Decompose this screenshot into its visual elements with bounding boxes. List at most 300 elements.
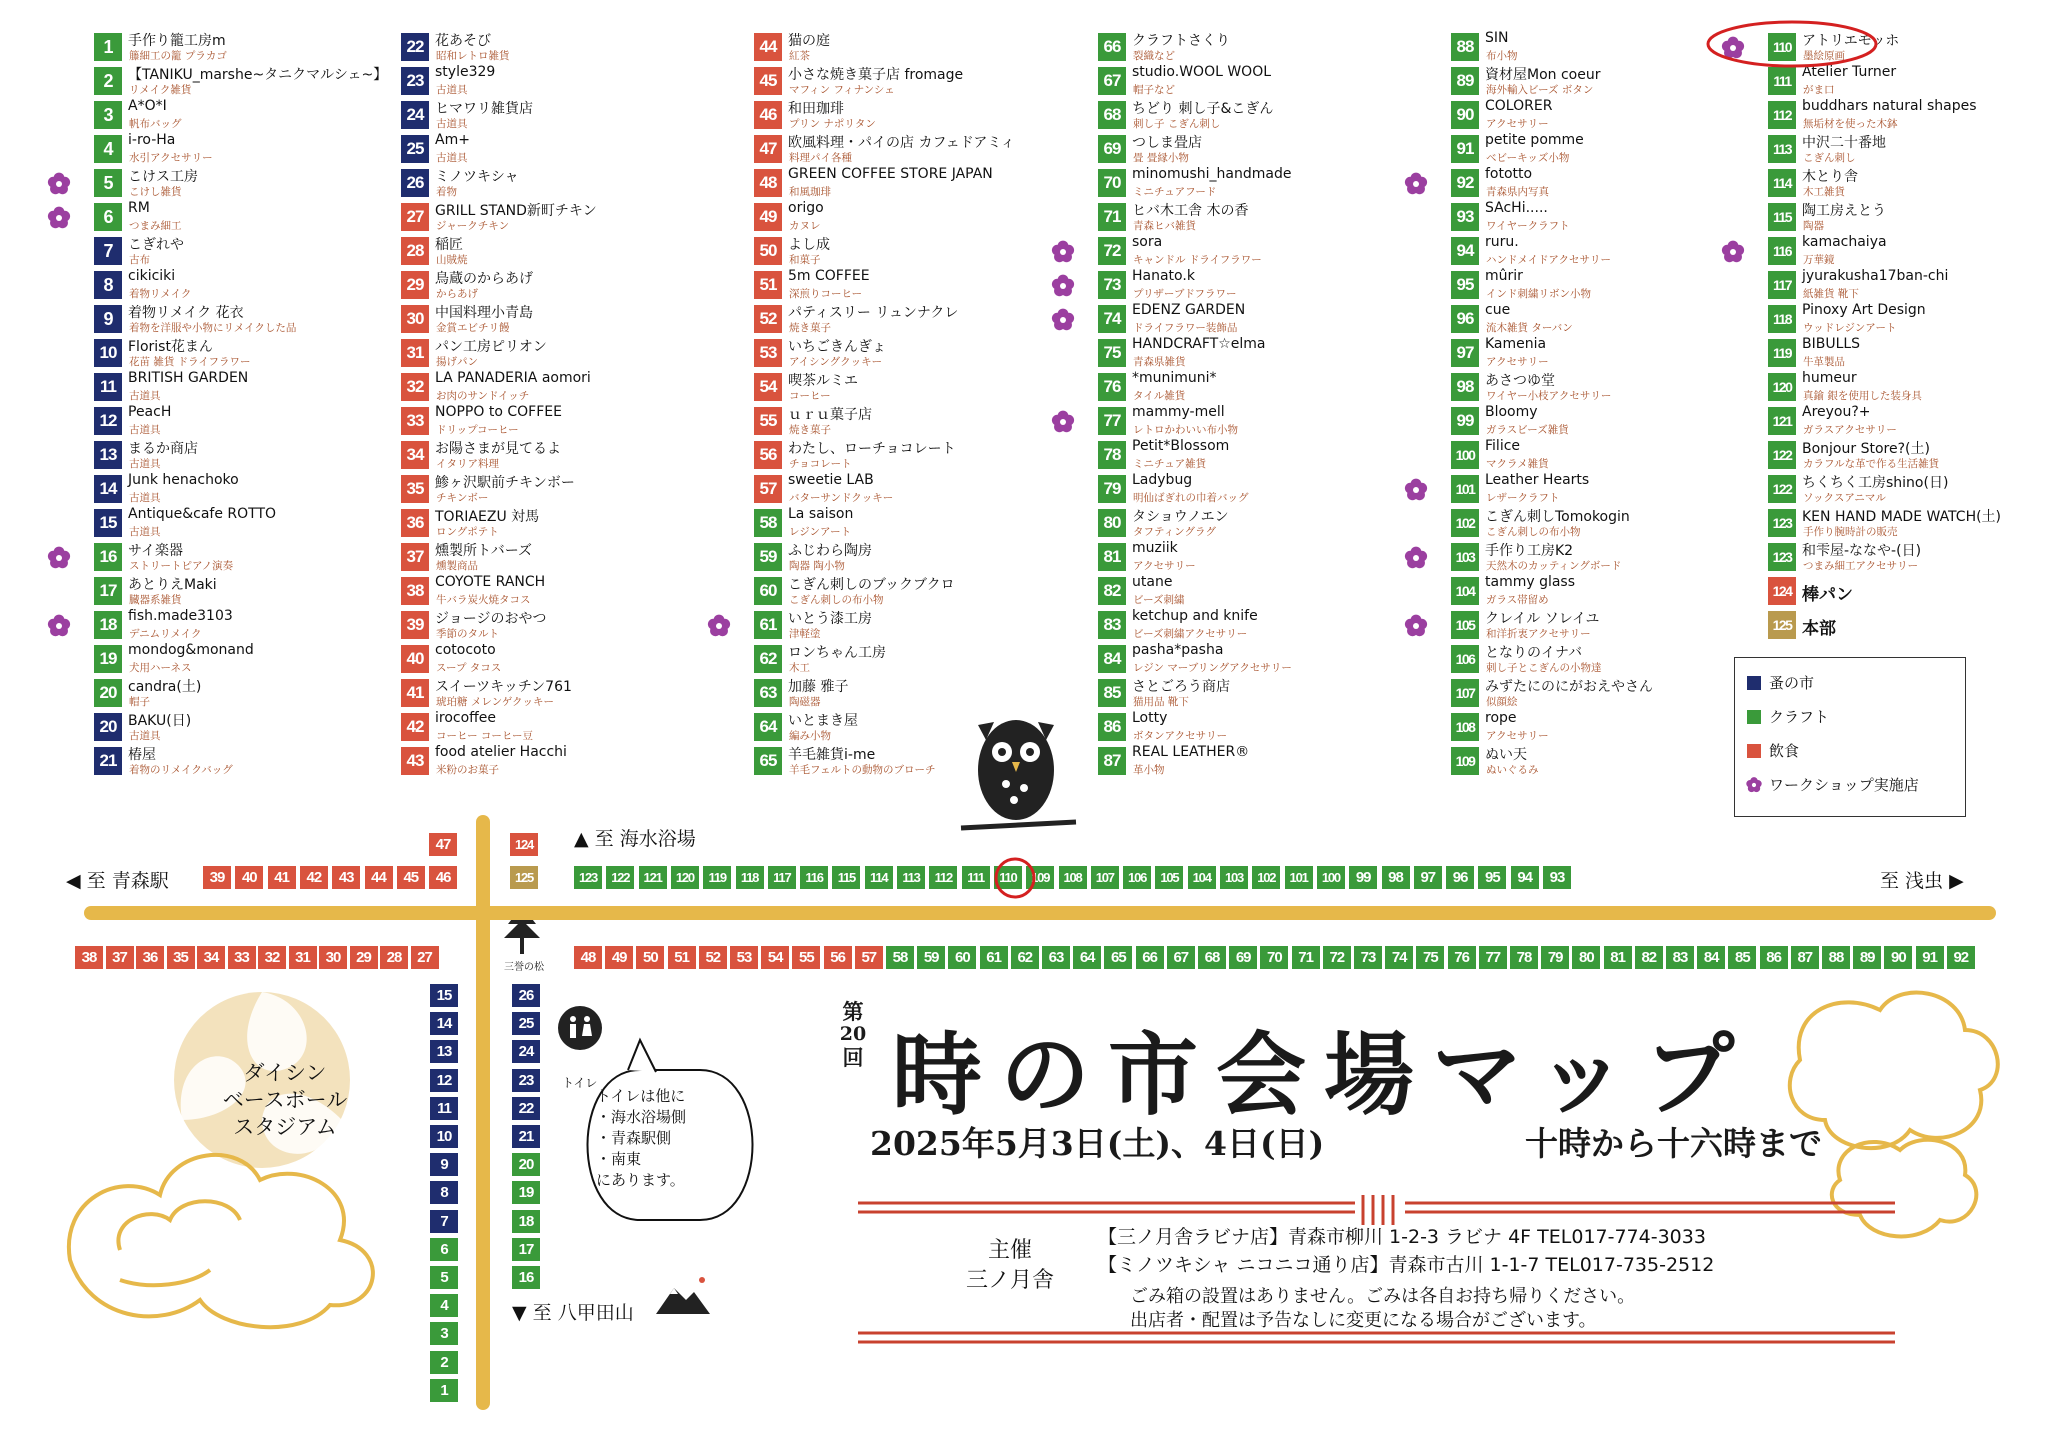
vendor-description: 真鍮 銀を使用した装身具 — [1803, 390, 1922, 402]
vendor-name: ジョージのおやつ — [435, 611, 547, 627]
vendor-description: ビーズ刺繍アクセサリー — [1133, 628, 1248, 640]
vendor-entry — [38, 404, 358, 438]
booth-number-badge: 26 — [401, 169, 429, 197]
vendor-entry — [1395, 166, 1715, 200]
vendor-name: 猫の庭 — [788, 33, 830, 49]
booth-121: 121 — [639, 866, 667, 889]
vendor-description: チョコレート — [789, 458, 852, 470]
vendor-name: お陽さまが見てるよ — [435, 441, 561, 457]
vendor-description: お肉のサンドイッチ — [436, 390, 530, 402]
vendor-entry — [1712, 574, 2032, 608]
vendor-name: cue — [1485, 302, 1511, 318]
booth-87: 87 — [1791, 946, 1819, 969]
booth-number-badge: 81 — [1098, 543, 1126, 571]
booth-18: 18 — [512, 1210, 540, 1233]
vendor-name: petite pomme — [1485, 132, 1584, 148]
vendor-description: 料理パイ各種 — [789, 152, 852, 164]
vendor-name: COYOTE RANCH — [435, 574, 546, 590]
booth-34: 34 — [197, 946, 225, 969]
booth-number-badge: 125 — [1768, 611, 1796, 639]
booth-40: 40 — [235, 866, 263, 889]
vendor-name: SIN — [1485, 30, 1509, 46]
booth-number-badge: 106 — [1451, 645, 1479, 673]
vendor-name: Atelier Turner — [1802, 64, 1897, 80]
vendor-name: こけス工房 — [128, 169, 198, 185]
vendor-description: スープ タコス — [436, 662, 502, 674]
vendor-entry — [698, 540, 1018, 574]
vendor-description: レジンアート — [789, 526, 852, 538]
booth-55: 55 — [792, 946, 820, 969]
vendor-description: 古道具 — [436, 118, 468, 130]
vendor-entry — [1395, 744, 1715, 778]
vendor-entry — [1395, 30, 1715, 64]
vendor-name: サイ楽器 — [128, 543, 184, 559]
booth-number-badge: 99 — [1451, 407, 1479, 435]
vendor-entry — [1042, 744, 1362, 778]
booth-30: 30 — [319, 946, 347, 969]
booth-97: 97 — [1414, 866, 1442, 889]
vendor-entry — [1712, 98, 2032, 132]
booth-76: 76 — [1448, 946, 1476, 969]
booth-number-badge: 7 — [94, 237, 122, 265]
booth-68: 68 — [1198, 946, 1226, 969]
vendor-entry — [1712, 608, 2032, 642]
legend-item — [1747, 668, 1965, 702]
booth-number-badge: 28 — [401, 237, 429, 265]
booth-number-badge: 23 — [401, 67, 429, 95]
booth-number-badge: 98 — [1451, 373, 1479, 401]
vendor-entry — [698, 302, 1018, 336]
vendor-name: Pinoxy Art Design — [1802, 302, 1926, 318]
vendor-entry — [345, 642, 665, 676]
booth-54: 54 — [761, 946, 789, 969]
vendor-description: ビーズ刺繍 — [1133, 594, 1185, 606]
booth-number-badge: 77 — [1098, 407, 1126, 435]
booth-number-badge: 89 — [1451, 67, 1479, 95]
vendor-name: BRITISH GARDEN — [128, 370, 249, 386]
vendor-name: GRILL STAND新町チキン — [435, 203, 597, 219]
booth-number-badge: 33 — [401, 407, 429, 435]
booth-61: 61 — [980, 946, 1008, 969]
booth-69: 69 — [1229, 946, 1257, 969]
workshop-flower-icon — [46, 613, 72, 639]
vendor-description: 着物を洋服や小物にリメイクした品 — [129, 322, 297, 334]
event-date: 2025年5月3日(土)、4日(日) — [870, 1124, 1325, 1163]
event-time: 十時から十六時まで — [1525, 1124, 1822, 1163]
vendor-description: プリン ナポリタン — [789, 118, 876, 130]
vendor-name: 手作り籠工房m — [128, 33, 226, 49]
booth-94: 94 — [1511, 866, 1539, 889]
vendor-entry — [1395, 336, 1715, 370]
vendor-name: Bloomy — [1485, 404, 1538, 420]
workshop-flower-icon — [1050, 273, 1076, 299]
booth-number-badge: 54 — [754, 373, 782, 401]
booth-number-badge: 2 — [94, 67, 122, 95]
vendor-entry — [698, 268, 1018, 302]
vendor-description: 和風珈琲 — [789, 186, 831, 198]
booth-75: 75 — [1416, 946, 1444, 969]
vendor-description: 昭和レトロ雑貨 — [436, 50, 510, 62]
vendor-description: 古道具 — [436, 152, 468, 164]
vendor-description: レザークラフト — [1486, 492, 1560, 504]
booth-113: 113 — [897, 866, 925, 889]
booth-105: 105 — [1155, 866, 1183, 889]
vendor-name: Junk henachoko — [128, 472, 239, 488]
booth-number-badge: 92 — [1451, 169, 1479, 197]
booth-number-badge: 94 — [1451, 237, 1479, 265]
direction-hakkoda: ▼ 至 八甲田山 — [512, 1302, 634, 1324]
booth-58: 58 — [886, 946, 914, 969]
booth-111: 111 — [962, 866, 990, 889]
vendor-description: 青森ヒバ雑貨 — [1133, 220, 1196, 232]
booth-number-badge: 39 — [401, 611, 429, 639]
booth-number-badge: 107 — [1451, 679, 1479, 707]
vendor-description: 着物のリメイクバッグ — [129, 764, 233, 776]
vendor-description: 着物リメイク — [129, 288, 192, 300]
legend-label: 飲食 — [1769, 742, 1800, 760]
vendor-description: 古道具 — [436, 84, 468, 96]
vendor-entry — [1395, 710, 1715, 744]
vendor-name: 5m COFFEE — [788, 268, 870, 284]
vendor-description: こぎん刺しの布小物 — [1486, 526, 1581, 538]
legend-swatch — [1747, 710, 1761, 724]
booth-number-badge: 74 — [1098, 305, 1126, 333]
booth-85: 85 — [1728, 946, 1756, 969]
booth-38: 38 — [75, 946, 103, 969]
vendor-description: 陶器 — [1803, 220, 1824, 232]
booth-57: 57 — [855, 946, 883, 969]
booth-71: 71 — [1292, 946, 1320, 969]
vendor-name: buddhars natural shapes — [1802, 98, 1977, 114]
vendor-description: ドリップコーヒー — [436, 424, 519, 436]
booth-number-badge: 118 — [1768, 305, 1796, 333]
booth-101: 101 — [1285, 866, 1313, 889]
legend-swatch — [1747, 744, 1761, 758]
vendor-name: 椿屋 — [128, 747, 156, 763]
vendor-entry — [345, 234, 665, 268]
booth-number-badge: 97 — [1451, 339, 1479, 367]
booth-41: 41 — [268, 866, 296, 889]
vendor-description: 木工 — [789, 662, 810, 674]
cloud-left-icon — [69, 1155, 373, 1327]
legend-label: 蚤の市 — [1769, 674, 1815, 692]
vendor-description: つまみ細工 — [129, 220, 182, 232]
vendor-entry — [38, 98, 358, 132]
booth-1: 1 — [430, 1379, 458, 1402]
workshop-flower-icon — [706, 613, 732, 639]
vendor-description: からあげ — [436, 288, 478, 300]
vendor-description: ベビーキッズ小物 — [1486, 152, 1570, 164]
vendor-entry — [698, 166, 1018, 200]
vendor-description: 燻製商品 — [436, 560, 478, 572]
vendor-entry — [38, 676, 358, 710]
booth-120: 120 — [671, 866, 699, 889]
vendor-description: 青森県雑貨 — [1133, 356, 1186, 368]
booth-number-badge: 15 — [94, 509, 122, 537]
booth-65: 65 — [1104, 946, 1132, 969]
booth-number-badge: 13 — [94, 441, 122, 469]
vendor-description: 猫用品 靴下 — [1133, 696, 1189, 708]
vendor-entry — [1395, 132, 1715, 166]
booth-number-badge: 72 — [1098, 237, 1126, 265]
booth-number-badge: 113 — [1768, 135, 1796, 163]
organizer-label: 主催 三ノ月舎 — [966, 1238, 1055, 1293]
vendor-name: humeur — [1802, 370, 1857, 386]
vendor-entry — [38, 438, 358, 472]
booth-16: 16 — [512, 1266, 540, 1289]
vendor-name: 本部 — [1802, 619, 1836, 639]
vendor-name: NOPPO to COFFEE — [435, 404, 562, 420]
booth-number-badge: 90 — [1451, 101, 1479, 129]
booth-number-badge: 48 — [754, 169, 782, 197]
vendor-description: ハンドメイドアクセサリー — [1486, 254, 1612, 266]
booth-17: 17 — [512, 1238, 540, 1261]
vendor-name: ふじわら陶房 — [788, 543, 872, 559]
vendor-entry — [1395, 472, 1715, 506]
vendor-description: カラフルな革で作る生活雑貨 — [1803, 458, 1940, 470]
vendor-name: Areyou?+ — [1802, 404, 1871, 420]
booth-number-badge: 65 — [754, 747, 782, 775]
vendor-description: 編み小物 — [789, 730, 831, 742]
legend-label: ワークショップ実施店 — [1769, 776, 1919, 794]
booth-63: 63 — [1042, 946, 1070, 969]
vendor-entry — [1395, 540, 1715, 574]
booth-119: 119 — [703, 866, 731, 889]
booth-number-badge: 78 — [1098, 441, 1126, 469]
booth-number-badge: 11 — [94, 373, 122, 401]
workshop-flower-icon — [46, 545, 72, 571]
workshop-flower-icon — [1720, 239, 1746, 265]
booth-28: 28 — [380, 946, 408, 969]
toilet-icon — [558, 1006, 602, 1050]
vendor-name: muziik — [1132, 540, 1178, 556]
booth-number-badge: 12 — [94, 407, 122, 435]
vendor-description: アクセサリー — [1486, 356, 1549, 368]
vendor-name: 木とり舎 — [1802, 169, 1858, 185]
vendor-entry — [1395, 64, 1715, 98]
vendor-description: 水引アクセサリー — [129, 152, 213, 164]
booth-83: 83 — [1666, 946, 1694, 969]
vendor-entry — [698, 608, 1018, 642]
vendor-column — [1042, 30, 1362, 778]
booth-107: 107 — [1091, 866, 1119, 889]
booth-115: 115 — [832, 866, 860, 889]
vendor-description: アイシングクッキー — [789, 356, 883, 368]
vendor-name: 中沢二十番地 — [1802, 135, 1886, 151]
vendor-entry — [1395, 642, 1715, 676]
booth-32: 32 — [258, 946, 286, 969]
workshop-flower-icon — [1403, 545, 1429, 571]
vendor-entry — [698, 710, 1018, 744]
vendor-description: 裂織など — [1133, 50, 1175, 62]
booth-4: 4 — [430, 1294, 458, 1317]
vendor-column — [38, 30, 388, 778]
vendor-description: こぎん刺し — [1803, 152, 1856, 164]
booth-78: 78 — [1510, 946, 1538, 969]
vendor-description: ガラスアクセサリー — [1803, 424, 1897, 436]
vendor-name: Leather Hearts — [1485, 472, 1590, 488]
booth-47: 47 — [429, 833, 457, 856]
vendor-name: パン工房ピリオン — [435, 339, 547, 355]
vendor-entry — [1712, 540, 2032, 574]
vendor-description: 犬用ハーネス — [129, 662, 192, 674]
booth-20: 20 — [512, 1153, 540, 1176]
booth-number-badge: 38 — [401, 577, 429, 605]
vendor-name: みずたにのにがおえやさん — [1485, 679, 1653, 695]
vendor-name: HANDCRAFT☆elma — [1132, 336, 1266, 352]
booth-number-badge: 19 — [94, 645, 122, 673]
booth-number-badge: 102 — [1451, 509, 1479, 537]
vendor-name: 手作り工房K2 — [1485, 543, 1574, 559]
legend-item — [1747, 770, 1965, 804]
direction-sea: ▲ 至 海水浴場 — [574, 828, 696, 850]
vendor-entry — [1042, 132, 1362, 166]
booth-56: 56 — [824, 946, 852, 969]
vendor-name: ｕｒｕ菓子店 — [788, 407, 872, 423]
vendor-name: A*O*I — [128, 98, 167, 114]
booth-number-badge: 88 — [1451, 33, 1479, 61]
vendor-name: 燻製所トバーズ — [435, 543, 533, 559]
booth-117: 117 — [768, 866, 796, 889]
booth-9: 9 — [430, 1153, 458, 1176]
vendor-entry — [698, 200, 1018, 234]
vendor-entry — [1042, 166, 1362, 200]
vendor-entry — [1712, 302, 2032, 336]
booth-number-badge: 111 — [1768, 67, 1796, 95]
vendor-description: 古道具 — [129, 492, 161, 504]
vendor-description: 刺し子とこぎんの小物達 — [1486, 662, 1602, 674]
booth-21: 21 — [512, 1125, 540, 1148]
booth-89: 89 — [1853, 946, 1881, 969]
booth-number-badge: 24 — [401, 101, 429, 129]
booth-number-badge: 61 — [754, 611, 782, 639]
booth-8: 8 — [430, 1181, 458, 1204]
vendor-entry — [38, 64, 388, 98]
vendor-name: sora — [1132, 234, 1163, 250]
booth-number-badge: 112 — [1768, 101, 1796, 129]
vendor-entry — [1395, 302, 1715, 336]
vendor-entry — [345, 30, 665, 64]
booth-number-badge: 44 — [754, 33, 782, 61]
booth-number-badge: 71 — [1098, 203, 1126, 231]
vendor-name: クレイル ソレイユ — [1485, 611, 1600, 627]
booth-73: 73 — [1354, 946, 1382, 969]
vendor-entry — [698, 30, 1018, 64]
booth-number-badge: 123 — [1768, 509, 1796, 537]
workshop-flower-icon — [1720, 35, 1746, 61]
booth-26: 26 — [512, 984, 540, 1007]
vendor-description: 畳 畳縁小物 — [1133, 152, 1189, 164]
vendor-name: KEN HAND MADE WATCH(土) — [1802, 509, 2002, 525]
vendor-name: ちどり 刺し子&こぎん — [1132, 101, 1274, 117]
vendor-entry — [345, 98, 665, 132]
vendor-description: 刺し子 こぎん刺し — [1133, 118, 1221, 130]
vendor-name: Petit*Blossom — [1132, 438, 1230, 454]
vendor-description: 帽子 — [129, 696, 150, 708]
vendor-entry — [345, 710, 665, 744]
vendor-description: ワイヤー小枝アクセサリー — [1486, 390, 1612, 402]
booth-42: 42 — [300, 866, 328, 889]
notice-line-1: ごみ箱の設置はありません。ごみは各自お持ち帰りください。 — [1130, 1286, 1636, 1307]
booth-2: 2 — [430, 1351, 458, 1374]
booth-number-badge: 75 — [1098, 339, 1126, 367]
vendor-entry — [1395, 676, 1715, 710]
booth-25: 25 — [512, 1012, 540, 1035]
vendor-entry — [1042, 302, 1362, 336]
vendor-description: チキンボー — [436, 492, 489, 504]
booth-number-badge: 36 — [401, 509, 429, 537]
vendor-description: 古道具 — [129, 526, 161, 538]
vendor-entry — [698, 642, 1018, 676]
booth-number-badge: 101 — [1451, 475, 1479, 503]
booth-number-badge: 51 — [754, 271, 782, 299]
toilet-note: トイレは他に ・海水浴場側 ・青森駅側 ・南東 にあります。 — [596, 1087, 687, 1189]
booth-number-badge: 116 — [1768, 237, 1796, 265]
booth-number-badge: 9 — [94, 305, 122, 333]
vendor-description: ぬいぐるみ — [1486, 764, 1539, 776]
vendor-name: 陶工房えとう — [1802, 203, 1886, 219]
booth-number-badge: 16 — [94, 543, 122, 571]
booth-number-badge: 87 — [1098, 747, 1126, 775]
vendor-name: Am+ — [435, 132, 470, 148]
vendor-entry — [38, 302, 358, 336]
vendor-entry — [1712, 336, 2032, 370]
vendor-entry — [1712, 30, 2032, 64]
legend-item — [1747, 702, 1965, 736]
vendor-entry — [345, 574, 665, 608]
vendor-description: こぎん刺しの布小物 — [789, 594, 884, 606]
vendor-name: *munimuni* — [1132, 370, 1217, 386]
booth-98: 98 — [1382, 866, 1410, 889]
vendor-entry — [38, 166, 358, 200]
booth-number-badge: 68 — [1098, 101, 1126, 129]
vendor-description: 着物 — [436, 186, 457, 198]
vendor-name: candra(土) — [128, 679, 202, 695]
vendor-description: つまみ細工アクセサリー — [1803, 560, 1919, 572]
vendor-entry — [1042, 506, 1362, 540]
vendor-entry — [1395, 370, 1715, 404]
booth-53: 53 — [730, 946, 758, 969]
vendor-entry — [345, 302, 665, 336]
booth-number-badge: 5 — [94, 169, 122, 197]
booth-number-badge: 85 — [1098, 679, 1126, 707]
booth-95: 95 — [1478, 866, 1506, 889]
vendor-entry — [1712, 234, 2032, 268]
legend-swatch — [1747, 676, 1761, 690]
booth-46: 46 — [429, 866, 457, 889]
vendor-entry — [698, 676, 1018, 710]
vendor-description: ミニチュアフード — [1133, 186, 1217, 198]
booth-106: 106 — [1123, 866, 1151, 889]
vendor-description: 帆布バッグ — [129, 118, 182, 130]
vendor-entry — [38, 370, 358, 404]
booth-number-badge: 53 — [754, 339, 782, 367]
booth-44: 44 — [365, 866, 393, 889]
vendor-entry — [1042, 404, 1362, 438]
booth-number-badge: 43 — [401, 747, 429, 775]
booth-number-badge: 41 — [401, 679, 429, 707]
vendor-entry — [345, 336, 665, 370]
vendor-entry — [1712, 132, 2032, 166]
legend — [1734, 657, 1966, 817]
booth-number-badge: 105 — [1451, 611, 1479, 639]
booth-number-badge: 50 — [754, 237, 782, 265]
booth-number-badge: 110 — [1768, 33, 1796, 61]
vendor-name: 和田珈琲 — [788, 101, 844, 117]
vendor-entry — [1042, 336, 1362, 370]
vendor-name: いちごきんぎょ — [788, 339, 886, 355]
direction-asamushi: 至 浅虫 ▶ — [1880, 870, 1964, 892]
